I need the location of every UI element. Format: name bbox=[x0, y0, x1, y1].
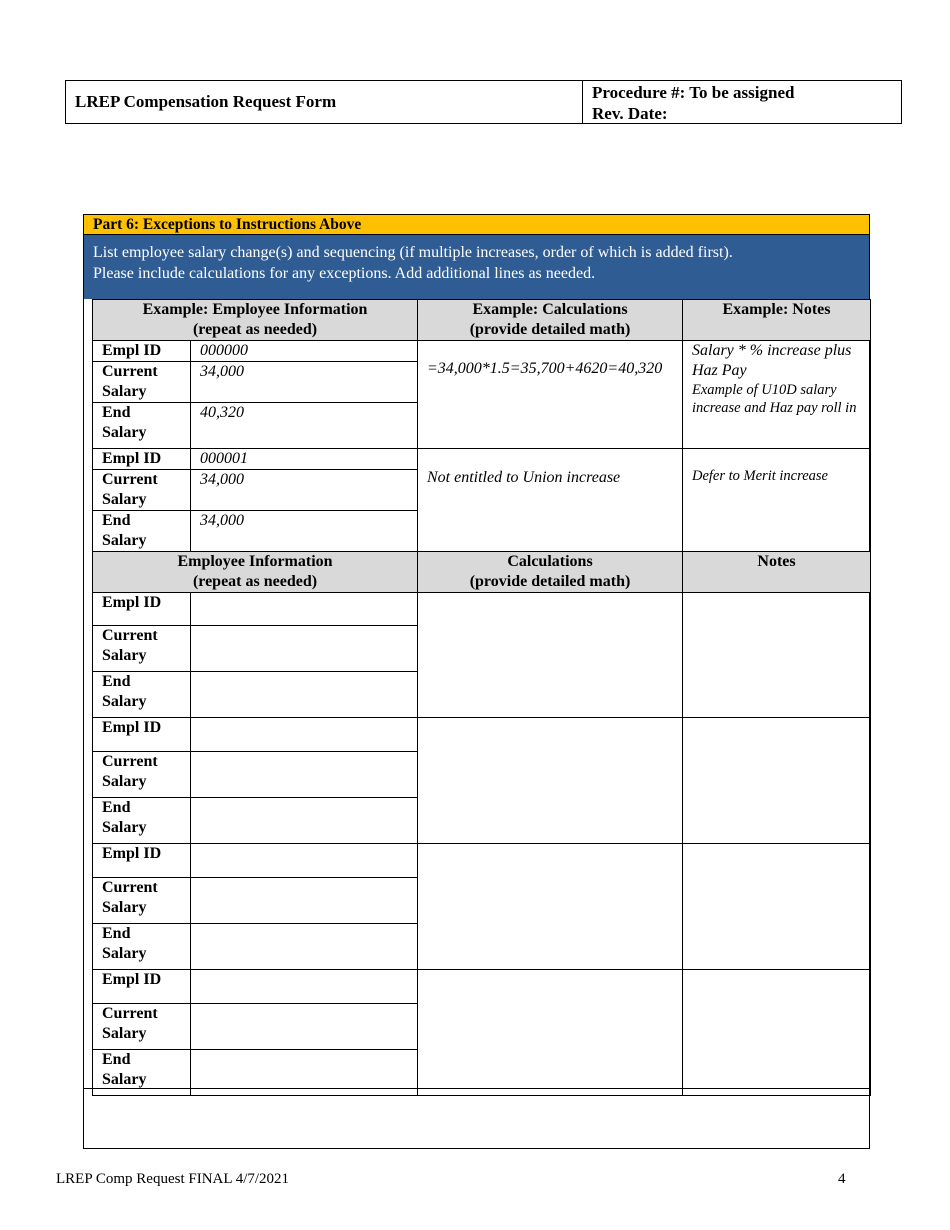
label-text: Salary bbox=[102, 532, 147, 549]
table-row bbox=[93, 341, 871, 362]
label-text: End bbox=[102, 404, 131, 421]
example-notes bbox=[683, 449, 871, 552]
end-salary-label bbox=[93, 798, 191, 844]
header-text: (repeat as needed) bbox=[192, 321, 318, 338]
form-header bbox=[65, 80, 902, 124]
note-sub: Example of U10D salary increase and Haz pay roll in bbox=[692, 382, 857, 416]
current-salary-field[interactable] bbox=[191, 878, 418, 924]
label-text: End bbox=[102, 925, 131, 942]
example-calculation bbox=[418, 449, 683, 552]
label-text: End bbox=[102, 673, 131, 690]
notes-field[interactable] bbox=[683, 593, 871, 718]
notes-field[interactable] bbox=[683, 970, 871, 1096]
part6-title: Part 6: Exceptions to Instructions Above bbox=[83, 214, 870, 235]
label-text: Salary bbox=[102, 424, 147, 441]
instructions-line-1: List employee salary change(s) and sequencing (if multiple increases, order of which is added first). bbox=[93, 244, 733, 261]
label-text: Salary bbox=[102, 819, 147, 836]
calculation-field[interactable] bbox=[418, 970, 683, 1096]
current-salary-label bbox=[93, 470, 191, 511]
empl-id-label: Empl ID bbox=[93, 970, 191, 1004]
label-text: Salary bbox=[102, 693, 147, 710]
entry-notes-header: Notes bbox=[683, 552, 871, 593]
current-salary-label bbox=[93, 752, 191, 798]
entry-header-row bbox=[93, 552, 871, 593]
calc-text: =34,000*1.5=35,700+4620=40,320 bbox=[427, 360, 663, 377]
example-end-salary: 40,320 bbox=[191, 403, 418, 449]
label-text: Salary bbox=[102, 1071, 147, 1088]
end-salary-field[interactable] bbox=[191, 798, 418, 844]
exceptions-table-wrap bbox=[92, 299, 871, 1096]
procedure-number: Procedure #: To be assigned bbox=[592, 83, 795, 102]
label-text: Current bbox=[102, 1005, 158, 1022]
example-notes-header: Example: Notes bbox=[683, 300, 871, 341]
label-text: Salary bbox=[102, 491, 147, 508]
empl-id-field[interactable] bbox=[191, 844, 418, 878]
table-row bbox=[93, 970, 871, 1004]
calculation-field[interactable] bbox=[418, 718, 683, 844]
header-text: (provide detailed math) bbox=[469, 573, 631, 590]
end-salary-label bbox=[93, 511, 191, 552]
label-text: Salary bbox=[102, 945, 147, 962]
footer-page-number: 4 bbox=[838, 1171, 846, 1187]
label-text: End bbox=[102, 512, 131, 529]
header-text: Example: Employee Information bbox=[142, 301, 368, 318]
part6-section bbox=[83, 214, 870, 299]
example-current-salary: 34,000 bbox=[191, 470, 418, 511]
label-text: Salary bbox=[102, 1025, 147, 1042]
example-empl-id: 000000 bbox=[191, 341, 418, 362]
form-title: LREP Compensation Request Form bbox=[66, 81, 583, 123]
notes-field[interactable] bbox=[683, 718, 871, 844]
empl-id-label: Empl ID bbox=[93, 341, 191, 362]
example-info-header bbox=[93, 300, 418, 341]
calc-text: Not entitled to Union increase bbox=[427, 469, 621, 486]
header-text: (repeat as needed) bbox=[192, 573, 318, 590]
end-salary-field[interactable] bbox=[191, 672, 418, 718]
additional-lines-box[interactable] bbox=[83, 1088, 870, 1149]
label-text: Salary bbox=[102, 899, 147, 916]
label-text: Salary bbox=[102, 647, 147, 664]
current-salary-label bbox=[93, 1004, 191, 1050]
entry-info-header bbox=[93, 552, 418, 593]
example-notes bbox=[683, 341, 871, 449]
calculation-field[interactable] bbox=[418, 844, 683, 970]
label-text: Current bbox=[102, 753, 158, 770]
instructions-line-2: Please include calculations for any exceptions. Add additional lines as needed. bbox=[93, 265, 596, 282]
empl-id-field[interactable] bbox=[191, 970, 418, 1004]
empl-id-label: Empl ID bbox=[93, 844, 191, 878]
label-text: Salary bbox=[102, 383, 147, 400]
label-text: Current bbox=[102, 471, 158, 488]
label-text: Salary bbox=[102, 773, 147, 790]
example-end-salary: 34,000 bbox=[191, 511, 418, 552]
label-text: End bbox=[102, 799, 131, 816]
example-empl-id: 000001 bbox=[191, 449, 418, 470]
part6-instructions bbox=[83, 235, 870, 299]
note-main: Salary * % increase plus Haz Pay bbox=[692, 342, 852, 379]
rev-date: Rev. Date: bbox=[592, 104, 668, 123]
table-row bbox=[93, 593, 871, 626]
example-calc-header bbox=[418, 300, 683, 341]
empl-id-label: Empl ID bbox=[93, 449, 191, 470]
label-text: Current bbox=[102, 363, 158, 380]
header-text: Calculations bbox=[507, 553, 593, 570]
header-text: (provide detailed math) bbox=[469, 321, 631, 338]
current-salary-label bbox=[93, 626, 191, 672]
end-salary-label bbox=[93, 403, 191, 449]
current-salary-field[interactable] bbox=[191, 626, 418, 672]
example-calculation bbox=[418, 341, 683, 449]
current-salary-label bbox=[93, 362, 191, 403]
entry-calc-header bbox=[418, 552, 683, 593]
header-text: Example: Calculations bbox=[472, 301, 628, 318]
notes-field[interactable] bbox=[683, 844, 871, 970]
current-salary-field[interactable] bbox=[191, 752, 418, 798]
label-text: End bbox=[102, 1051, 131, 1068]
procedure-info bbox=[583, 81, 901, 123]
end-salary-label bbox=[93, 672, 191, 718]
example-current-salary: 34,000 bbox=[191, 362, 418, 403]
current-salary-label bbox=[93, 878, 191, 924]
end-salary-label bbox=[93, 924, 191, 970]
empl-id-field[interactable] bbox=[191, 593, 418, 626]
empl-id-label: Empl ID bbox=[93, 593, 191, 626]
example-header-row bbox=[93, 300, 871, 341]
table-row bbox=[93, 844, 871, 878]
current-salary-field[interactable] bbox=[191, 1004, 418, 1050]
calculation-field[interactable] bbox=[418, 593, 683, 718]
end-salary-field[interactable] bbox=[191, 924, 418, 970]
table-row bbox=[93, 718, 871, 752]
header-text: Employee Information bbox=[177, 553, 333, 570]
note-main: Defer to Merit increase bbox=[692, 468, 828, 484]
label-text: Current bbox=[102, 879, 158, 896]
exceptions-table bbox=[92, 299, 871, 1096]
empl-id-label: Empl ID bbox=[93, 718, 191, 752]
footer-doc-name: LREP Comp Request FINAL 4/7/2021 bbox=[56, 1171, 290, 1187]
table-row bbox=[93, 449, 871, 470]
empl-id-field[interactable] bbox=[191, 718, 418, 752]
label-text: Current bbox=[102, 627, 158, 644]
